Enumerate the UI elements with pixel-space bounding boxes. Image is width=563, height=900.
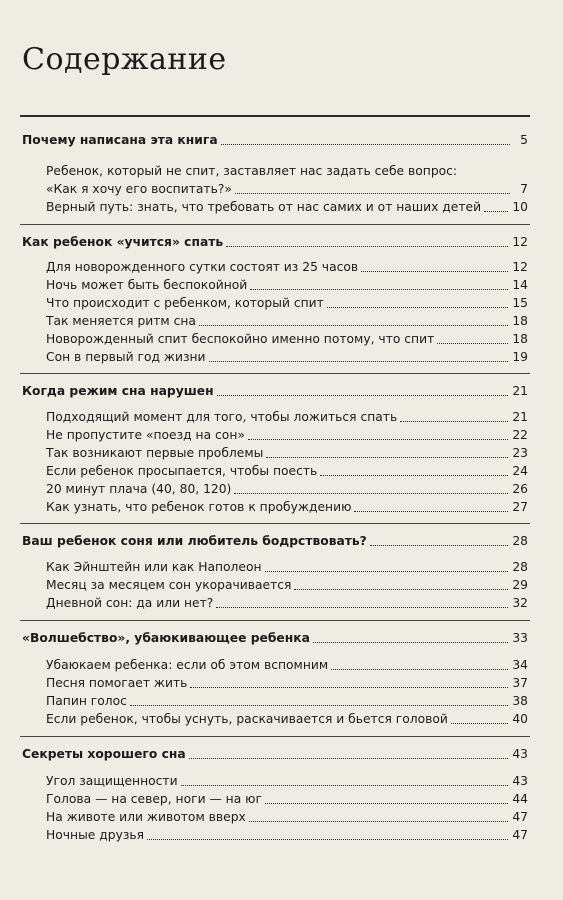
- leader-dots: [217, 395, 509, 396]
- entry-text: Так возникают первые проблемы: [46, 446, 264, 460]
- page-number: 28: [512, 560, 528, 574]
- page-number: 10: [512, 200, 528, 214]
- section-divider: [20, 736, 530, 737]
- toc-heading-4: [22, 532, 528, 550]
- heading-text: Как ребенок «учится» спать: [22, 235, 224, 249]
- leader-dots: [147, 839, 508, 840]
- page-number: 23: [512, 446, 528, 460]
- entry-text: Песня помогает жить: [46, 676, 188, 690]
- toc-entry: [46, 594, 528, 612]
- toc-heading-1: [22, 131, 528, 149]
- entry-text: Так меняется ритм сна: [46, 314, 196, 328]
- entry-text: Угол защищенности: [46, 774, 178, 788]
- toc-entry: [46, 348, 528, 366]
- toc-entry: [46, 692, 528, 710]
- section-divider: [20, 224, 530, 225]
- heading-text: Когда режим сна нарушен: [22, 384, 214, 398]
- page-number: 38: [512, 694, 528, 708]
- page-number: 33: [512, 631, 528, 645]
- toc-heading-6: [22, 745, 528, 763]
- leader-dots: [370, 545, 509, 546]
- page-number: 40: [512, 712, 528, 726]
- page-number: 28: [512, 534, 528, 548]
- entry-text: Папин голос: [46, 694, 127, 708]
- leader-dots: [361, 271, 508, 272]
- page-number: 5: [520, 133, 528, 147]
- entry-text: Не пропустите «поезд на сон»: [46, 428, 245, 442]
- leader-dots: [265, 571, 509, 572]
- page-number: 24: [512, 464, 528, 478]
- leader-dots: [221, 144, 510, 145]
- toc-heading-2: [22, 233, 528, 251]
- page-number: 15: [512, 296, 528, 310]
- leader-dots: [190, 687, 508, 688]
- entry-text: Новорожденный спит беспокойно именно потому, что спит: [46, 332, 435, 346]
- section-divider: [20, 523, 530, 524]
- entry-text: Ночь может быть беспокойной: [46, 278, 248, 292]
- entry-text: Как Эйнштейн или как Наполеон: [46, 560, 262, 574]
- leader-dots: [250, 289, 508, 290]
- leader-dots: [331, 669, 508, 670]
- entry-text: Дневной сон: да или нет?: [46, 596, 214, 610]
- toc-entry: [46, 276, 528, 294]
- toc-entry: [46, 790, 528, 808]
- page-number: 21: [512, 384, 528, 398]
- toc-entry: [46, 408, 528, 426]
- entry-text: Для новорожденного сутки состоят из 25 часов: [46, 260, 359, 274]
- leader-dots: [265, 803, 508, 804]
- entry-text: Голова — на север, ноги — на юг: [46, 792, 262, 806]
- leader-dots: [320, 475, 508, 476]
- page-number: 7: [520, 182, 528, 196]
- section-divider: [20, 620, 530, 621]
- leader-dots: [226, 246, 508, 247]
- toc-entry: [46, 656, 528, 674]
- page-number: 12: [512, 235, 528, 249]
- leader-dots: [235, 193, 510, 194]
- leader-dots: [313, 642, 508, 643]
- toc-entry: [46, 808, 528, 826]
- title-rule: [20, 115, 530, 117]
- toc-entry: [46, 330, 528, 348]
- toc-entry: [46, 498, 528, 516]
- page-number: 43: [512, 774, 528, 788]
- leader-dots: [130, 705, 508, 706]
- page-number: 44: [512, 792, 528, 806]
- toc-entry: [46, 444, 528, 462]
- toc-entry: [46, 294, 528, 312]
- toc-heading-3: [22, 382, 528, 400]
- toc-entry: [46, 710, 528, 728]
- leader-dots: [354, 511, 508, 512]
- toc-entry: [46, 426, 528, 444]
- toc-entry: [46, 480, 528, 498]
- heading-text: Почему написана эта книга: [22, 133, 218, 147]
- page-number: 21: [512, 410, 528, 424]
- leader-dots: [484, 211, 508, 212]
- page-number: 12: [512, 260, 528, 274]
- leader-dots: [189, 758, 509, 759]
- page-number: 29: [512, 578, 528, 592]
- entry-text: 20 минут плача (40, 80, 120): [46, 482, 232, 496]
- entry-text: Сон в первый год жизни: [46, 350, 206, 364]
- entry-text: Подходящий момент для того, чтобы ложиться спать: [46, 410, 398, 424]
- page-number: 22: [512, 428, 528, 442]
- leader-dots: [216, 607, 508, 608]
- page-number: 34: [512, 658, 528, 672]
- page-number: 19: [512, 350, 528, 364]
- page-number: 27: [512, 500, 528, 514]
- leader-dots: [234, 493, 508, 494]
- toc-entry-text: Ребенок, который не спит, заставляет нас задать себе вопрос:: [46, 164, 458, 178]
- leader-dots: [199, 325, 508, 326]
- page-number: 43: [512, 747, 528, 761]
- toc-entry: [46, 576, 528, 594]
- page-number: 26: [512, 482, 528, 496]
- entry-text: Как узнать, что ребенок готов к пробуждению: [46, 500, 352, 514]
- toc-entry: [46, 558, 528, 576]
- toc-entry: [46, 772, 528, 790]
- page-number: 32: [512, 596, 528, 610]
- entry-text: Ночные друзья: [46, 828, 145, 842]
- leader-dots: [451, 723, 508, 724]
- entry-text: Верный путь: знать, что требовать от нас самих и от наших детей: [46, 200, 482, 214]
- toc-entry: [46, 462, 528, 480]
- heading-text: Ваш ребенок соня или любитель бодрствовать?: [22, 534, 367, 548]
- leader-dots: [209, 361, 509, 362]
- toc-entry: [46, 258, 528, 276]
- entry-text: Месяц за месяцем сон укорачивается: [46, 578, 292, 592]
- section-divider: [20, 373, 530, 374]
- entry-text: Если ребенок, чтобы уснуть, раскачивается и бьется головой: [46, 712, 448, 726]
- leader-dots: [327, 307, 509, 308]
- entry-text: «Как я хочу его воспитать?»: [46, 182, 232, 196]
- leader-dots: [249, 821, 509, 822]
- toc-entry: [46, 826, 528, 844]
- toc-entry: [46, 674, 528, 692]
- toc-entry: [46, 312, 528, 330]
- leader-dots: [294, 589, 508, 590]
- page-number: 18: [512, 314, 528, 328]
- page-number: 37: [512, 676, 528, 690]
- leader-dots: [437, 343, 508, 344]
- entry-text: На животе или животом вверх: [46, 810, 246, 824]
- page-title: Содержание: [22, 42, 227, 77]
- heading-text: «Волшебство», убаюкивающее ребенка: [22, 631, 310, 645]
- page-number: 18: [512, 332, 528, 346]
- page-number: 14: [512, 278, 528, 292]
- entry-text: Если ребенок просыпается, чтобы поесть: [46, 464, 318, 478]
- page-number: 47: [512, 810, 528, 824]
- entry-text: Что происходит с ребенком, который спит: [46, 296, 324, 310]
- leader-dots: [400, 421, 508, 422]
- toc-heading-5: [22, 629, 528, 647]
- leader-dots: [266, 457, 508, 458]
- leader-dots: [248, 439, 508, 440]
- heading-text: Секреты хорошего сна: [22, 747, 186, 761]
- entry-text: Убаюкаем ребенка: если об этом вспомним: [46, 658, 329, 672]
- toc-entry: [46, 180, 528, 198]
- leader-dots: [181, 785, 509, 786]
- toc-entry: [46, 198, 528, 216]
- page-number: 47: [512, 828, 528, 842]
